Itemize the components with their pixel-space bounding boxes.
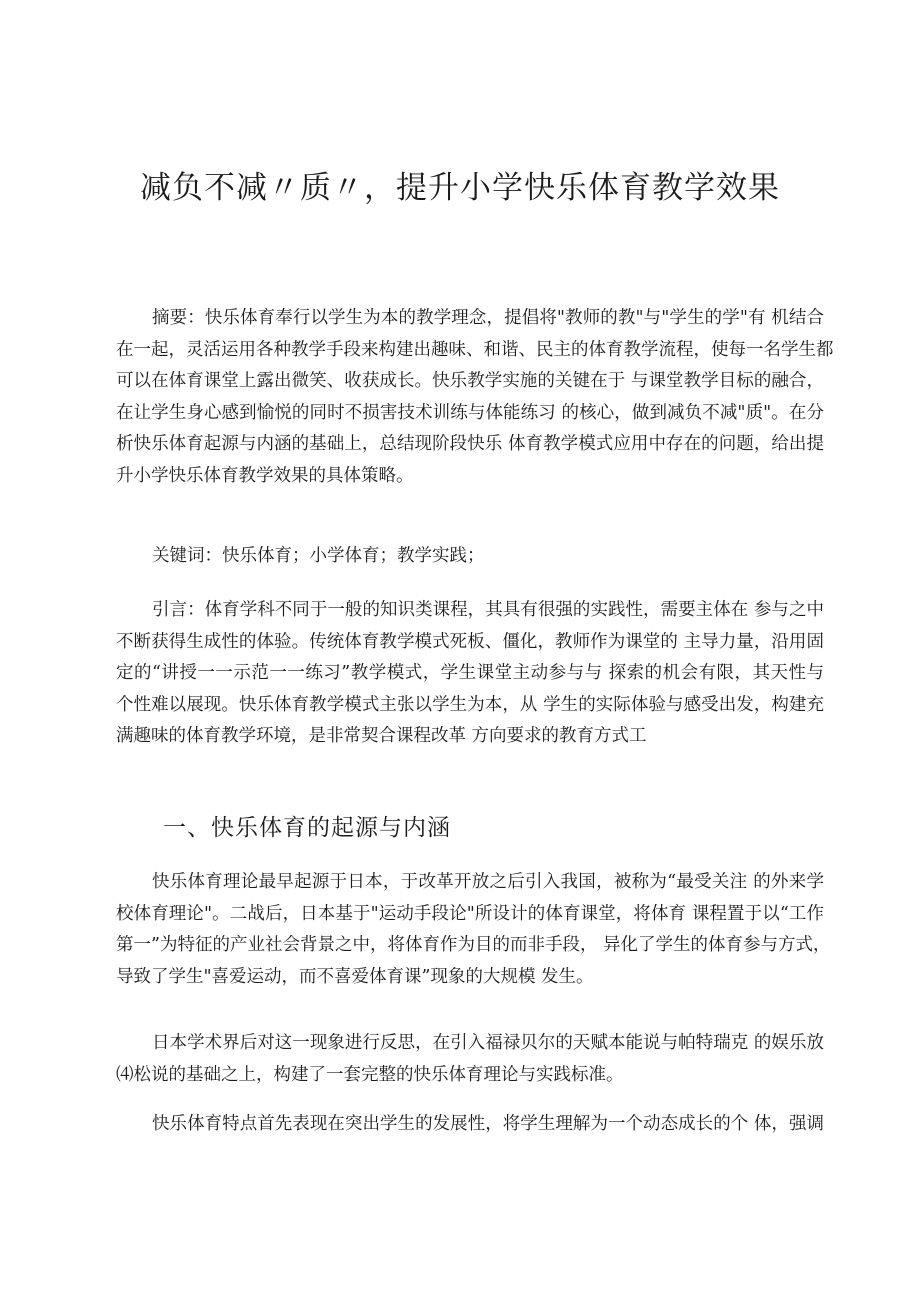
body-line: 导致了学生"喜爱运动，而不喜爱体育课”现象的大规模 发生。 bbox=[116, 966, 594, 987]
abstract-line: 析快乐体育起源与内涵的基础上，总结现阶段快乐 体育教学模式应用中存在的问题，给出提 bbox=[116, 434, 824, 454]
intro-line: 不断获得生成性的体验。传统体育教学模式死板、僵化，教师作为课堂的 主导力量，沿用固 bbox=[116, 631, 824, 652]
abstract-line: 在让学生身心感到愉悦的同时不损害技术训练与体能练习 的核心，做到减负不减"质"。在分 bbox=[116, 402, 824, 423]
intro-line: 个性难以展现。快乐体育教学模式主张以学生为本，从 学生的实际体验与感受出发，构建充 bbox=[116, 694, 824, 715]
abstract-line: 升小学快乐体育教学效果的具体策略。 bbox=[116, 465, 414, 486]
body-line: ⑷松说的基础之上，构建了一套完整的快乐体育理论与实践标准。 bbox=[116, 1064, 624, 1085]
intro-line: 定的“讲授一一示范一一练习”教学模式，学生课堂主动参与与 探索的机会有限，其天性与 bbox=[116, 663, 824, 683]
body-line: 日本学术界后对这一现象进行反思，在引入福禄贝尔的天赋本能说与帕特瑞克 的娱乐放 bbox=[152, 1033, 824, 1053]
body-paragraph bbox=[116, 1028, 824, 1091]
body-line: 快乐体育理论最早起源于日本，于改革开放之后引入我国，被称为“最受关注 的外来学 bbox=[152, 872, 824, 892]
abstract-line: 可以在体育课堂上露出微笑、收获成长。快乐教学实施的关键在于 与课堂教学目标的融合， bbox=[116, 371, 824, 391]
abstract-paragraph bbox=[116, 303, 834, 492]
body-paragraph bbox=[116, 1109, 824, 1141]
abstract-line: 在一起，灵活运用各种教学手段来构建出趣味、和谐、民主的体育教学流程，使每一名学生都 bbox=[116, 339, 834, 360]
intro-paragraph bbox=[116, 595, 824, 753]
document-title: 减负不减〃质〃，提升小学快乐体育教学效果 bbox=[140, 170, 780, 206]
keywords-paragraph bbox=[116, 541, 824, 573]
body-line: 校体育理论"。二战后，日本基于"运动手段论"所设计的体育课堂，将体育 课程置于以“工作 bbox=[116, 903, 824, 924]
intro-line: 满趣味的体育教学环境，是非常契合课程改革 方向要求的教育方式工 bbox=[116, 726, 647, 746]
intro-line: 引言：体育学科不同于一般的知识类课程，其具有很强的实践性，需要主体在 参与之中 bbox=[152, 600, 824, 620]
body-paragraph bbox=[116, 867, 831, 993]
body-line: 第一”为特征的产业社会背景之中，将体育作为目的而非手段， 异化了学生的体育参与方式， bbox=[116, 935, 831, 955]
abstract-line: 摘要：快乐体育奉行以学生为本的教学理念，提倡将"教师的教"与"学生的学"有 机结合 bbox=[152, 308, 824, 328]
keywords-line: 关键词：快乐体育；小学体育；教学实践； bbox=[152, 546, 485, 566]
body-line: 快乐体育特点首先表现在突出学生的发展性，将学生理解为一个动态成长的个 体，强调 bbox=[152, 1114, 824, 1134]
section-heading: 一、快乐体育的起源与内涵 bbox=[163, 815, 451, 841]
